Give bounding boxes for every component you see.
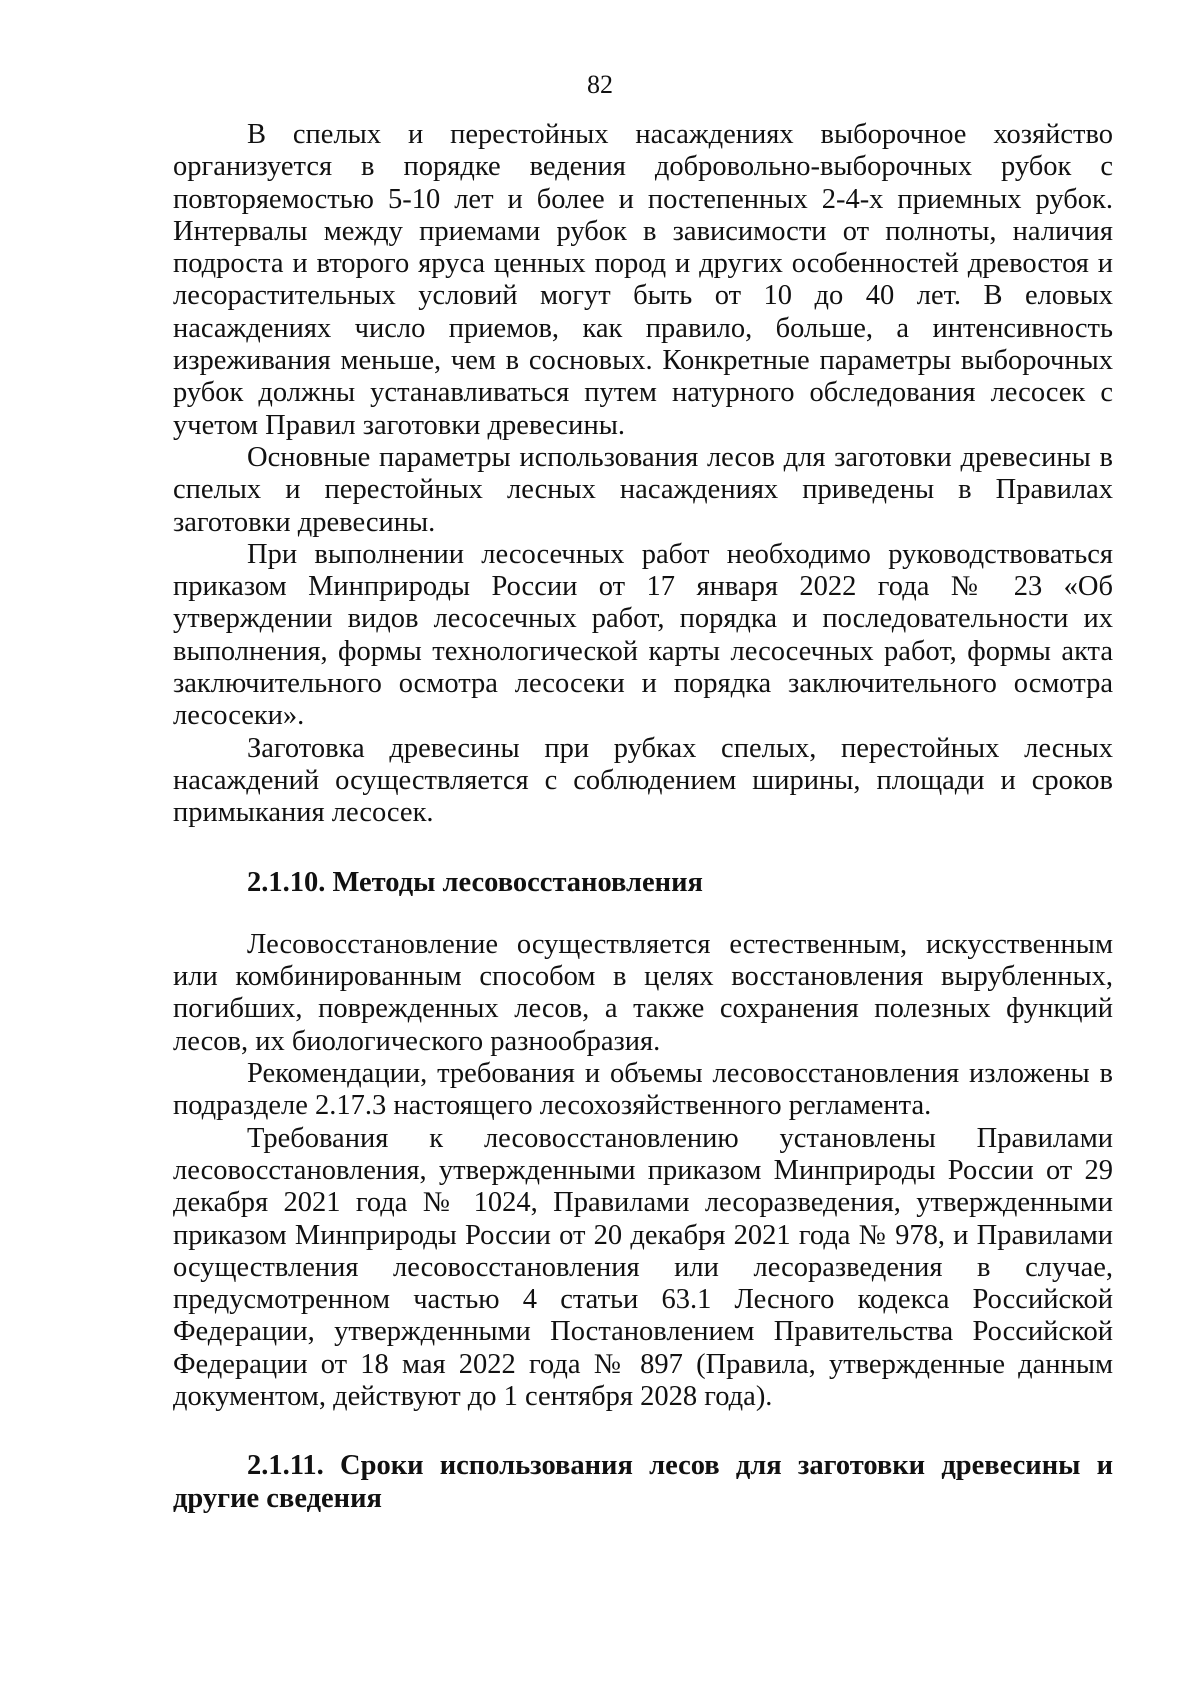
page-number: 82: [587, 70, 613, 99]
paragraph-selective-logging: В спелых и перестойных насаждениях выборочное хозяйство организуется в порядке ведения добровольно-выборочных рубок с повторяемостью 5-10 лет и более и постепенных 2-4-х приемных рубок. Интервалы между приемами рубок в зависимости от полноты, наличия подроста и второго яруса ценных пород и других особенностей древостоя и лесорастительных условий могут быть от 10 до 40 лет. В еловых насаждениях число приемов, как правило, больше, а интенсивность изреживания меньше, чем в сосновых. Конкретные параметры выборочных рубок должны устанавливаться путем натурного обследования лесосек с учетом Правил заготовки древесины.: [173, 119, 1113, 441]
paragraph-main-parameters: Основные параметры использования лесов для заготовки древесины в спелых и перестойных лесных насаждениях приведены в Правилах заготовки древесины.: [173, 441, 1113, 538]
page-content: [173, 119, 1113, 1515]
paragraph-harvesting-conditions: Заготовка древесины при рубках спелых, перестойных лесных насаждений осуществляется с соблюдением ширины, площади и сроков примыкания лесосек.: [173, 732, 1113, 829]
section-heading-terms-of-use: 2.1.11. Сроки использования лесов для заготовки древесины и другие сведения: [173, 1450, 1113, 1514]
paragraph-reforestation-requirements: Требования к лесовосстановлению установлены Правилами лесовосстановления, утвержденными приказом Минприроды России от 29 декабря 2021 года № 1024, Правилами лесоразведения, утвержденными приказом Минприроды России от 20 декабря 2021 года № 978, и Правилами осуществления лесовосстановления или лесоразведения в случае, предусмотренном частью 4 статьи 63.1 Лесного кодекса Российской Федерации, утвержденными Постановлением Правительства Российской Федерации от 18 мая 2022 года № 897 (Правила, утвержденные данным документом, действуют до 1 сентября 2028 года).: [173, 1122, 1113, 1412]
section-heading-reforestation-methods: 2.1.10. Методы лесовосстановления: [247, 866, 703, 898]
paragraph-reforestation-recommendations: Рекомендации, требования и объемы лесовосстановления изложены в подразделе 2.17.3 настоящего лесохозяйственного регламента.: [173, 1058, 1113, 1122]
paragraph-logging-works-order: При выполнении лесосечных работ необходимо руководствоваться приказом Минприроды России от 17 января 2022 года № 23 «Об утверждении видов лесосечных работ, порядка и последовательности их выполнения, формы технологической карты лесосечных работ, формы акта заключительного осмотра лесосеки и порядка заключительного осмотра лесосеки».: [173, 538, 1113, 732]
paragraph-reforestation-definition: Лесовосстановление осуществляется естественным, искусственным или комбинированным способом в целях восстановления вырубленных, погибших, поврежденных лесов, а также сохранения полезных функций лесов, их биологического разнообразия.: [173, 928, 1113, 1057]
